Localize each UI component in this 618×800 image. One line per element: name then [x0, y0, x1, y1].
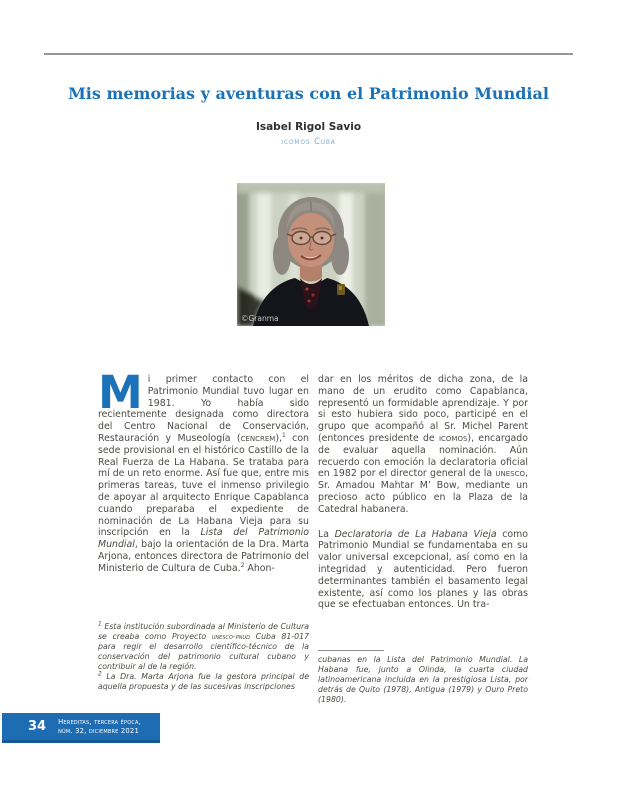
footer-bar: [2, 713, 160, 743]
footnote-text: Cuba 81-017 para regir el desarrollo científico-técnico de la conservación del patrimonio cultural cubano y contribuir al de la región.: [98, 632, 309, 671]
body-paragraph: [318, 374, 528, 516]
body-paragraph: [98, 366, 309, 575]
body-text-smallcaps: cencrem: [240, 432, 276, 444]
footnote-continuation: [318, 655, 528, 705]
body-text-italic: Declaratoria de La Habana Vieja: [334, 528, 497, 540]
footnote-text-italic: Lista del Patrimonio Mundial: [387, 655, 510, 664]
footnotes-right: [318, 655, 528, 705]
left-column: [98, 366, 309, 575]
body-text: i primer contacto con el Patrimonio Mundial tuvo lugar en 1981. Yo había sido recientemente designada como directora del Centro Nacional de Conservación, Restauración y Museología (: [98, 374, 309, 444]
footnote-2: [98, 672, 309, 692]
footnote-text: La Dra. Marta Arjona fue la gestora principal de aquella propuesta y de las sucesivas inscripciones: [98, 672, 309, 691]
author-affiliation: icomos Cuba: [281, 137, 336, 147]
page-number: 34: [28, 719, 47, 734]
footnote-text-smallcaps: unesco-pnud: [211, 632, 251, 641]
footnote-text: cubanas en la: [318, 655, 388, 664]
body-text: Ahon-: [244, 562, 275, 574]
body-text-smallcaps: unesco: [495, 468, 526, 480]
author-name: Isabel Rigol Savio: [255, 121, 362, 133]
footnote-separator: [318, 650, 384, 651]
header-divider: [44, 53, 573, 55]
article-title: Mis memorias y aventuras con el Patrimonio Mundial: [68, 84, 549, 103]
journal-issue-line: núm. 32, diciembre 2021: [58, 726, 139, 735]
body-text-smallcaps: icomos: [438, 432, 468, 444]
body-text: ), encargado de evaluar aquella nominación. Aún recuerdo con emoción la declaratoria oficial en 1982 por el director general de la: [318, 432, 528, 480]
body-text: La: [318, 528, 335, 540]
portrait-photo: [237, 183, 385, 326]
footnote-marker: 2: [98, 670, 102, 678]
footnote-text: . La Habana fue, junto a Olinda, la cuarta ciudad latinoamericana incluida en la prestigiosa Lista, por detrás de Quito (1978), Antigua (1979) y Ouro Preto (1980).: [318, 655, 528, 704]
photo-credit: ©Granma: [241, 314, 279, 323]
footnote-ref: 2: [240, 561, 245, 569]
body-text: con sede provisional en el histórico Castillo de la Real Fuerza de La Habana. Se trataba para mí de un reto enorme. Así fue que, entre mis primeras tareas, tuve el inmenso privilegio de apoyar al arquitecto Enrique Capablanca cuando preparaba el expediente de nominación de La Habana Vieja para su inscripción en la: [98, 432, 309, 539]
body-text: dar en los méritos de dicha zona, de la mano de un erudito como Capablanca, representó un formidable aprendizaje. Y por si esto hubiera sido poco, participé en el grupo que acompañó al Sr. Michel Parent (entonces presidente de: [318, 374, 528, 444]
footnote-text: Esta institución subordinada al Ministerio de Cultura se creaba como Proyecto: [98, 622, 309, 641]
journal-info: [58, 718, 141, 735]
footnote-1: [98, 622, 309, 672]
footnote-marker: 1: [98, 620, 102, 628]
body-text: como Patrimonio Mundial se fundamentaba en su valor universal excepcional, así como en la integridad y autenticidad. Pero fueron determinantes también el basamento legal existente, así como los planes y las obras que se efectuaban entonces. Un tra-: [318, 528, 528, 611]
right-column: [318, 374, 528, 611]
journal-title-line: Hereditas, tercera época,: [58, 718, 142, 726]
dropcap-letter: M: [98, 366, 143, 419]
body-text: ),: [275, 432, 282, 444]
footnote-ref: 1: [281, 431, 286, 439]
footnotes-left: [98, 622, 309, 692]
body-text: , bajo la orientación de la Dra. Marta Arjona, entonces directora de Patrimonio del Ministerio de Cultura de Cuba.: [98, 539, 309, 574]
body-text: , Sr. Amadou Mahtar M’ Bow, mediante un precioso acto público en la Plaza de la Catedral habanera.: [318, 468, 528, 515]
portrait-illustration: [237, 183, 385, 326]
body-paragraph: [318, 529, 528, 612]
body-text-italic: Lista del Patrimonio Mundial: [98, 527, 309, 551]
